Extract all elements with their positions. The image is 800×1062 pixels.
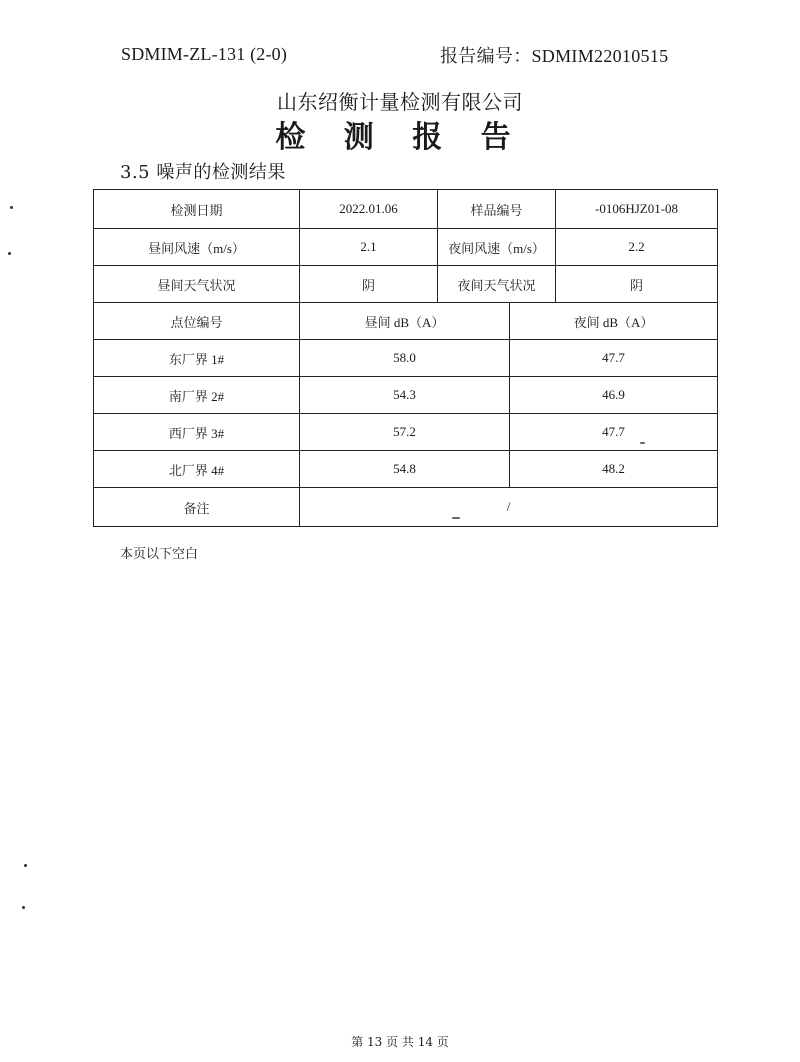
blank-page-note: 本页以下空白 xyxy=(120,547,199,562)
header-point: 点位编号 xyxy=(94,303,300,340)
day-db-value: 54.8 xyxy=(300,451,510,488)
date-value: 2022.01.06 xyxy=(300,190,438,229)
page-number: 第 13 页 共 14 页 xyxy=(351,1035,449,1049)
table-row xyxy=(94,414,718,451)
table-row xyxy=(94,190,718,229)
point-id: 北厂界 4# xyxy=(94,451,300,488)
day-db-value: 57.2 xyxy=(300,414,510,451)
sample-label: 样品编号 xyxy=(438,190,556,229)
table-row xyxy=(94,340,718,377)
date-label: 检测日期 xyxy=(94,190,300,229)
night-wind-label: 夜间风速（m/s） xyxy=(438,229,556,266)
night-db-value: 47.7 xyxy=(510,340,718,377)
form-code: SDMIM-ZL-131 (2-0) xyxy=(121,44,288,64)
company-name: 山东绍衡计量检测有限公司 xyxy=(277,90,523,114)
section-number: 3.5 xyxy=(120,162,151,183)
report-number-value: SDMIM22010515 xyxy=(531,46,669,66)
header-day-db: 昼间 dB（A） xyxy=(300,303,510,340)
report-number xyxy=(440,42,668,68)
day-db-value: 54.3 xyxy=(300,377,510,414)
day-db-value: 58.0 xyxy=(300,340,510,377)
night-wind-value: 2.2 xyxy=(556,229,718,266)
section-title xyxy=(120,158,286,184)
table-header-row xyxy=(94,303,718,340)
night-weather-value: 阴 xyxy=(556,266,718,303)
night-db-value: 46.9 xyxy=(510,377,718,414)
scan-speck xyxy=(640,442,645,444)
sample-value: -0106HJZ01-08 xyxy=(556,190,718,229)
scan-speck xyxy=(22,906,25,909)
scan-speck xyxy=(24,864,27,867)
report-title: 检 测 报 告 xyxy=(275,120,525,155)
remark-row xyxy=(94,488,718,527)
night-weather-label: 夜间天气状况 xyxy=(438,266,556,303)
night-db-value: 48.2 xyxy=(510,451,718,488)
header-night-db: 夜间 dB（A） xyxy=(510,303,718,340)
day-wind-label: 昼间风速（m/s） xyxy=(94,229,300,266)
point-id: 西厂界 3# xyxy=(94,414,300,451)
table-row xyxy=(94,451,718,488)
point-id: 南厂界 2# xyxy=(94,377,300,414)
section-name: 噪声的检测结果 xyxy=(156,162,286,183)
remark-label: 备注 xyxy=(94,488,300,527)
day-weather-label: 昼间天气状况 xyxy=(94,266,300,303)
remark-value: / xyxy=(300,488,718,527)
point-id: 东厂界 1# xyxy=(94,340,300,377)
day-weather-value: 阴 xyxy=(300,266,438,303)
scan-speck xyxy=(8,252,11,255)
report-number-label: 报告编号： xyxy=(440,46,532,66)
table-row xyxy=(94,229,718,266)
day-wind-value: 2.1 xyxy=(300,229,438,266)
table-row xyxy=(94,377,718,414)
table-row xyxy=(94,266,718,303)
scan-speck xyxy=(10,206,13,209)
night-db-value: 47.7 xyxy=(510,414,718,451)
noise-results-table xyxy=(93,189,718,527)
scan-speck xyxy=(452,517,460,519)
